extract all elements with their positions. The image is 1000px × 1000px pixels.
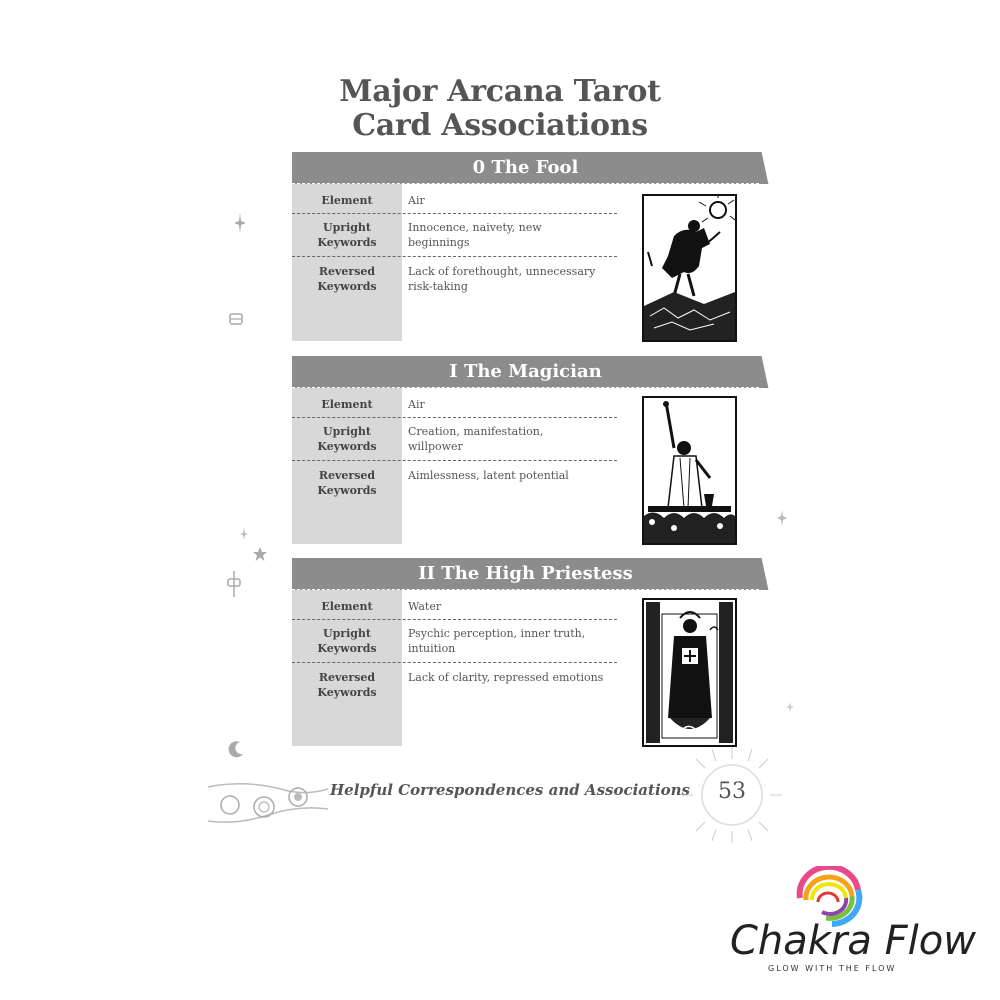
reversed-label-line-2: Keywords bbox=[317, 686, 377, 699]
planet-symbol-icon bbox=[226, 571, 242, 597]
element-value: Water bbox=[408, 600, 442, 613]
upright-label bbox=[292, 626, 402, 656]
card-header bbox=[292, 152, 759, 184]
upright-value-line-1: Creation, manifestation, bbox=[408, 425, 544, 438]
sparkle-icon bbox=[234, 213, 246, 233]
upright-value bbox=[408, 424, 618, 454]
row-divider bbox=[292, 213, 617, 214]
upright-value-line-1: Psychic perception, inner truth, bbox=[408, 627, 586, 640]
card-header bbox=[292, 558, 759, 590]
tablet-icon bbox=[229, 313, 243, 325]
upright-label-line-1: Upright bbox=[322, 221, 372, 234]
element-label: Element bbox=[321, 398, 373, 411]
sparkle-icon bbox=[786, 702, 794, 712]
tarot-card-section-magician bbox=[292, 356, 759, 546]
upright-label bbox=[292, 220, 402, 250]
reversed-value-line-1: Lack of forethought, unnecessary bbox=[408, 265, 596, 278]
row-divider bbox=[292, 662, 617, 663]
moon-icon bbox=[226, 739, 246, 759]
upright-value-line-1: Innocence, naivety, new bbox=[408, 221, 542, 234]
magician-card-illustration bbox=[642, 396, 737, 545]
card-title: I The Magician bbox=[449, 361, 602, 382]
running-title: Helpful Correspondences and Associations bbox=[330, 781, 690, 799]
reversed-label-line-1: Reversed bbox=[318, 671, 376, 684]
row-divider bbox=[292, 256, 617, 257]
upright-label-line-2: Keywords bbox=[317, 236, 377, 249]
element-value: Air bbox=[408, 398, 425, 411]
reversed-value-line-1: Aimlessness, latent potential bbox=[408, 469, 569, 482]
row-divider bbox=[292, 619, 617, 620]
star-icon bbox=[252, 546, 268, 562]
high-priestess-card-illustration bbox=[642, 598, 737, 747]
upright-label-line-2: Keywords bbox=[317, 440, 377, 453]
page-title bbox=[0, 75, 1000, 143]
page-title-line-2: Card Associations bbox=[352, 108, 648, 143]
reversed-label bbox=[292, 468, 402, 498]
upright-label bbox=[292, 424, 402, 454]
card-header bbox=[292, 356, 759, 388]
sparkle-icon bbox=[240, 528, 248, 540]
brand-tagline: GLOW WITH THE FLOW bbox=[768, 964, 897, 973]
fool-card-illustration bbox=[642, 194, 737, 342]
reversed-label bbox=[292, 670, 402, 700]
upright-value bbox=[408, 626, 618, 656]
reversed-value bbox=[408, 468, 618, 483]
upright-value-line-2: willpower bbox=[408, 440, 463, 453]
upright-value bbox=[408, 220, 618, 250]
tarot-card-section-fool bbox=[292, 152, 759, 342]
reversed-value-line-1: Lack of clarity, repressed emotions bbox=[408, 671, 604, 684]
element-value: Air bbox=[408, 194, 425, 207]
reversed-label-line-1: Reversed bbox=[318, 469, 376, 482]
tarot-card-section-high-priestess bbox=[292, 558, 759, 748]
upright-value-line-2: intuition bbox=[408, 642, 456, 655]
brand-name: Chakra Flow bbox=[730, 918, 976, 964]
upright-label-line-1: Upright bbox=[322, 425, 372, 438]
card-title: II The High Priestess bbox=[418, 563, 633, 584]
reversed-label-line-2: Keywords bbox=[317, 484, 377, 497]
page-number: 53 bbox=[718, 779, 746, 804]
element-label: Element bbox=[321, 194, 373, 207]
upright-label-line-2: Keywords bbox=[317, 642, 377, 655]
row-divider bbox=[292, 460, 617, 461]
reversed-label-line-2: Keywords bbox=[317, 280, 377, 293]
sparkle-icon bbox=[777, 510, 787, 526]
reversed-value bbox=[408, 264, 618, 294]
card-title: 0 The Fool bbox=[472, 157, 579, 178]
element-label: Element bbox=[321, 600, 373, 613]
upright-label-line-1: Upright bbox=[322, 627, 372, 640]
reversed-value bbox=[408, 670, 618, 685]
reversed-value-line-2: risk-taking bbox=[408, 280, 468, 293]
row-divider bbox=[292, 417, 617, 418]
reversed-label-line-1: Reversed bbox=[318, 265, 376, 278]
reversed-label bbox=[292, 264, 402, 294]
upright-value-line-2: beginnings bbox=[408, 236, 470, 249]
footer-decoration bbox=[208, 775, 328, 835]
page-title-line-1: Major Arcana Tarot bbox=[339, 74, 661, 109]
